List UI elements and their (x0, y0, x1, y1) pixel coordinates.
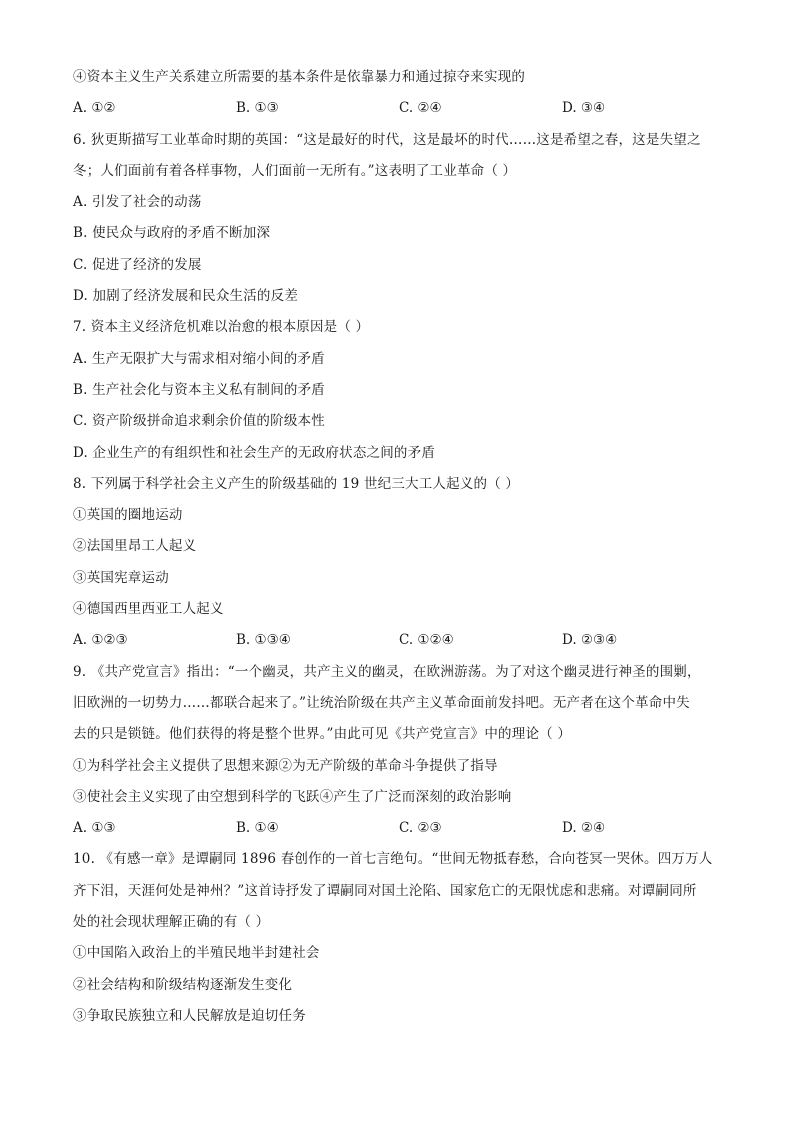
answer-option: C. ②④ (399, 100, 442, 117)
answer-option: C. ②③ (399, 820, 442, 837)
answer-options-row (73, 813, 733, 844)
answer-option: C. ①②④ (399, 632, 454, 649)
text-line: ④资本主义生产关系建立所需要的基本条件是依靠暴力和通过掠夺来实现的 (73, 69, 526, 85)
text-line: 去的只是锁链。他们获得的将是整个世界。”由此可见《共产党宣言》中的理论（ ） (73, 726, 572, 743)
answer-option: B. ①③④ (236, 632, 291, 649)
text-line: 冬；人们面前有着各样事物，人们面前一无所有。”这表明了工业革命（ ） (73, 162, 517, 179)
answer-option: D. ③④ (562, 100, 606, 117)
answer-option: D. ②③④ (562, 632, 618, 649)
text-line: 10. 《有感一章》是谭嗣同 1896 春创作的一首七言绝句。“世间无物抵春愁，合向苍冥一哭休。四万万人 (73, 851, 713, 868)
answer-option: B. ①④ (236, 820, 279, 837)
answer-options-row (73, 625, 733, 656)
answer-option: A. ①② (73, 100, 116, 117)
answer-option: D. ②④ (562, 820, 606, 837)
text-line: B. 使民众与政府的矛盾不断加深 (73, 225, 271, 242)
text-line: A. 生产无限扩大与需求相对缩小间的矛盾 (73, 350, 325, 367)
text-line: 6. 狄更斯描写工业革命时期的英国：“这是最好的时代，这是最坏的时代……这是希望之春，这是失望之 (73, 131, 701, 148)
text-line: ①中国陷入政治上的半殖民地半封建社会 (73, 945, 320, 962)
text-line: ③英国宪章运动 (73, 569, 169, 586)
text-line: D. 企业生产的有组织性和社会生产的无政府状态之间的矛盾 (73, 444, 436, 461)
text-line: 处的社会现状理解正确的有（ ） (73, 914, 270, 931)
text-line: 旧欧洲的一切势力……都联合起来了。”让统治阶级在共产主义革命面前发抖吧。无产者在这个革命中失 (73, 694, 690, 711)
text-line: ①为科学社会主义提供了思想来源②为无产阶级的革命斗争提供了指导 (73, 757, 498, 774)
text-line: ③争取民族独立和人民解放是迫切任务 (73, 1007, 306, 1024)
text-line: 9. 《共产党宣言》指出：“一个幽灵，共产主义的幽灵，在欧洲游荡。为了对这个幽灵进行神圣的围剿， (73, 663, 701, 680)
text-line: 7. 资本主义经济危机难以治愈的根本原因是（ ） (73, 319, 370, 336)
answer-option: B. ①③ (236, 100, 279, 117)
text-line: ②法国里昂工人起义 (73, 538, 197, 555)
text-line: ③使社会主义实现了由空想到科学的飞跃④产生了广泛而深刻的政治影响 (73, 788, 512, 805)
document-page (73, 62, 733, 1032)
text-line: C. 促进了经济的发展 (73, 256, 202, 273)
text-line: ①英国的圈地运动 (73, 507, 183, 524)
text-line: D. 加剧了经济发展和民众生活的反差 (73, 288, 299, 305)
text-line: B. 生产社会化与资本主义私有制间的矛盾 (73, 381, 326, 398)
answer-options-row (73, 93, 733, 124)
text-line: C. 资产阶级拼命追求剩余价值的阶级本性 (73, 413, 325, 430)
text-line: 齐下泪，天涯何处是神州？”这首诗抒发了谭嗣同对国土沦陷、国家危亡的无限忧虑和悲痛。对谭嗣同所 (73, 882, 697, 899)
text-line: ②社会结构和阶级结构逐渐发生变化 (73, 976, 293, 993)
text-line: 8. 下列属于科学社会主义产生的阶级基础的 19 世纪三大工人起义的（ ） (73, 475, 520, 492)
text-line: ④德国西里西亚工人起义 (73, 601, 224, 618)
answer-option: A. ①②③ (73, 632, 128, 649)
text-line: A. 引发了社会的动荡 (73, 194, 202, 211)
answer-option: A. ①③ (73, 820, 116, 837)
